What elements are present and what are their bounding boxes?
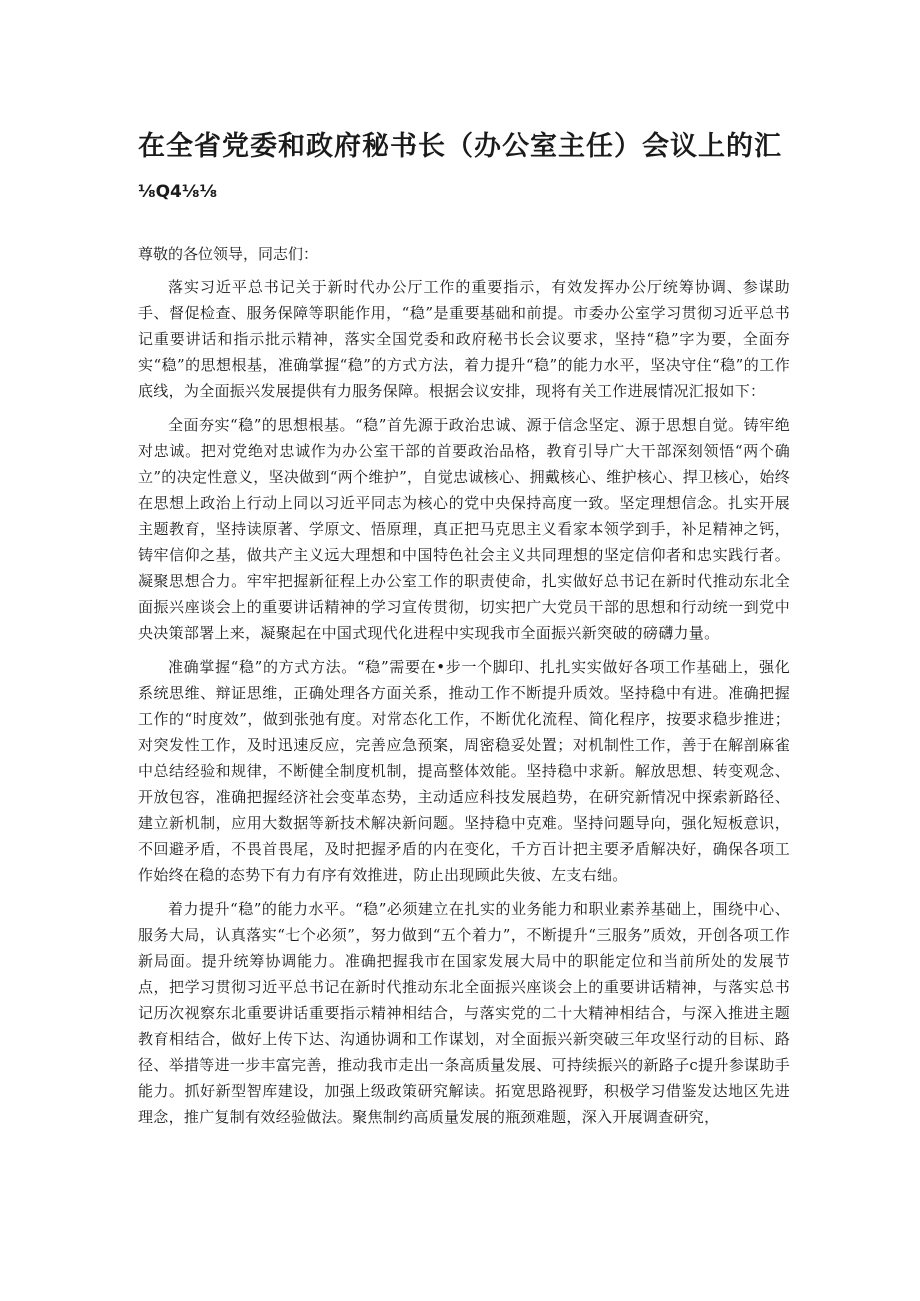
salutation: 尊敬的各位领导，同志们： [138,245,319,263]
paragraph-capability: 着力提升“稳”的能力水平。“稳”必须建立在扎实的业务能力和职业素养基础上，围绕中心、服务大局，认真落实“七个必须”，努力做到“五个着力”，不断提升“三服务”质效，开创各项工作新局面。提升统筹协调能力。准确把握我市在国家发展大局中的职能定位和当前所处的发展节点，把学习贯彻习近平总书记在新时代推动东北全面振兴座谈会上的重要讲话精神，与落实总书记历次视察东北重要讲话重要指示精神相结合，与落实党的二十大精神相结合，与深入推进主题教育相结合，做好上传下达、沟通协调和工作谋划，对全面振兴新突破三年攻坚行动的目标、路径、举措等进一步丰富完善，推动我市走出一条高质量发展、可持续振兴的新路子c提升参谋助手能力。抓好新型智库建设，加强上级政策研究解读。拓宽思路视野，积极学习借鉴发达地区先进理念，推广复制有效经验做法。聚焦制约高质量发展的瓶颈难题，深入开展调查研究， [138,900,790,1126]
document-title: 在全省党委和政府秘书长（办公室主任）会议上的汇 [138,131,782,162]
paragraph-methods: 准确掌握“稳”的方式方法。“稳”需要在•步一个脚印、扎扎实实做好各项工作基础上，强化系统思维、辩证思维，正确处理各方面关系，推动工作不断提升质效。坚持稳中有进。准确把握工作的“时度效”，做到张弛有度。对常态化工作，不断优化流程、简化程序，按要求稳步推进；对突发性工作，及时迅速反应，完善应急预案，周密稳妥处置；对机制性工作，善于在解剖麻雀中总结经验和规律，不断健全制度机制，提高整体效能。坚持稳中求新。解放思想、转变观念、开放包容，准确把握经济社会变革态势，主动适应科技发展趋势，在研究新情况中探索新路径、建立新机制，应用大数据等新技术解决新问题。坚持稳中克难。坚持问题导向，强化短板意识，不回避矛盾，不畏首畏尾，及时把握矛盾的内在变化，千方百计把主要矛盾解决好，确保各项工作始终在稳的态势下有力有序有效推进，防止出现顾此失彼、左支右绌。 [138,658,790,884]
paragraph-intro: 落实习近平总书记关于新时代办公厅工作的重要指示，有效发挥办公厅统筹协调、参谋助手、督促检查、服务保障等职能作用，“稳”是重要基础和前提。市委办公室学习贯彻习近平总书记重要讲话和指示批示精神，落实全国党委和政府秘书长会议要求，坚持“稳”字为要，全面夯实“稳”的思想根基，准确掌握“稳”的方式方法，着力提升“稳”的能力水平，坚决守住“稳”的工作底线，为全面振兴发展提供有力服务保障。根据会议安排，现将有关工作进展情况汇报如下： [138,278,790,400]
paragraph-ideology: 全面夯实“稳”的思想根基。“稳”首先源于政治忠诚、源于信念坚定、源于思想自觉。铸牢绝对忠诚。把对党绝对忠诚作为办公室干部的首要政治品格，教育引导广大干部深刻领悟“两个确立”的决定性意义，坚决做到“两个维护”，自觉忠诚核心、拥戴核心、维护核心、捍卫核心，始终在思想上政治上行动上同以习近平同志为核心的党中央保持高度一致。坚定理想信念。扎实开展主题教育，坚持读原著、学原文、悟原理，真正把马克思主义看家本领学到手，补足精神之钙，铸牢信仰之基，做共产主义远大理想和中国特色社会主义共同理想的坚定信仰者和忠实践行者。凝聚思想合力。牢牢把握新征程上办公室工作的职责使命，扎实做好总书记在新时代推动东北全面振兴座谈会上的重要讲话精神的学习宣传贯彻，切实把广大党员干部的思想和行动统一到党中央决策部署上来，凝聚起在中国式现代化进程中实现我市全面振兴新突破的磅礴力量。 [138,416,790,642]
document-subtitle: ⅛Q4⅛⅛ [138,182,218,202]
document-page [138,128,790,1130]
